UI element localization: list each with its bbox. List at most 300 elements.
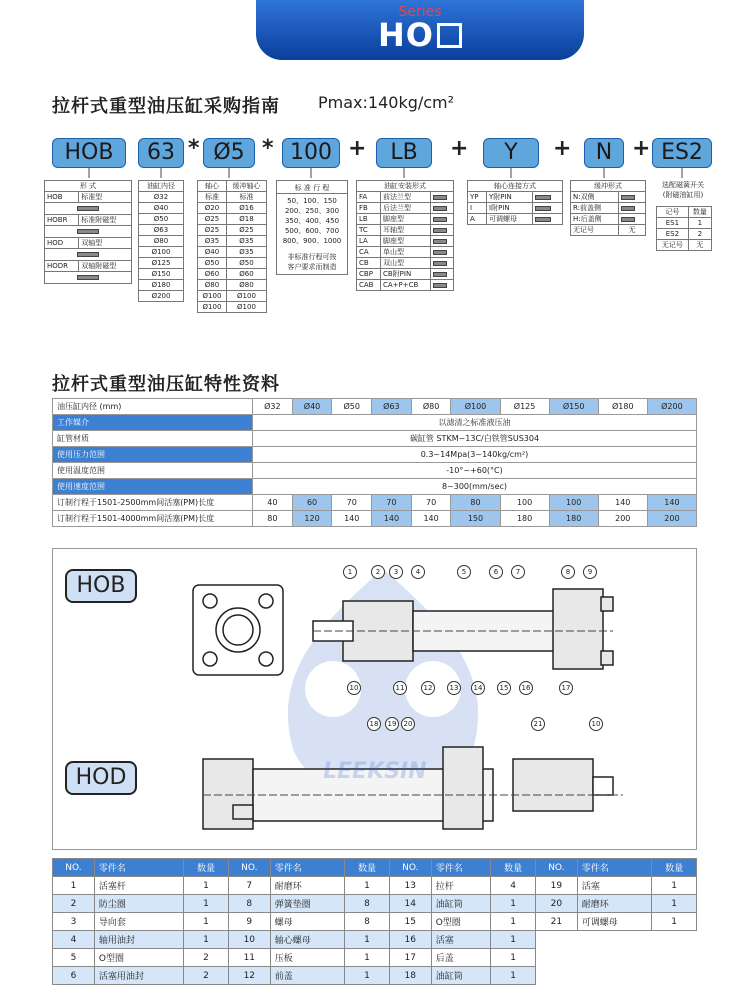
watermark-text: LEEKSIN: [323, 759, 427, 784]
spec-pm2: 180: [500, 511, 549, 527]
parts-header: 零件名: [431, 859, 491, 877]
part-qty: 1: [652, 895, 697, 913]
stroke-line: 200、250、300: [284, 207, 340, 215]
code-box-rodend: Y: [483, 138, 539, 168]
spec-bore: Ø100: [451, 399, 500, 415]
form-code: HOB: [45, 192, 79, 203]
shaft-header: 轴心: [198, 181, 227, 192]
switch-subheader: (附磁油缸用): [662, 191, 704, 199]
code-box-cushion: N: [584, 138, 624, 168]
spec-material-label: 缸管材质: [53, 431, 253, 447]
cushion-desc: 无: [618, 225, 645, 236]
mount-desc: 脚座型: [380, 236, 430, 247]
callout: 21: [531, 717, 545, 731]
parts-header: 数量: [184, 859, 229, 877]
callout: 13: [447, 681, 461, 695]
mount-code: CA: [357, 247, 381, 258]
mount-desc: 后法兰型: [380, 203, 430, 214]
rodend-icon: [535, 195, 551, 200]
stroke-line: 50、100、150: [287, 197, 337, 205]
part-name: O型圈: [94, 949, 183, 967]
parts-header: NO.: [389, 859, 431, 877]
parts-header: 零件名: [270, 859, 344, 877]
part-name: 轴心螺母: [270, 931, 344, 949]
part-no: 8: [228, 895, 270, 913]
shaft-cell: Ø20: [198, 203, 227, 214]
part-name: 活塞: [431, 931, 491, 949]
switch-code: ES1: [657, 218, 689, 229]
cylinder-drawing: [53, 549, 696, 849]
code-box-switch: ES2: [652, 138, 712, 168]
callout: 9: [583, 565, 597, 579]
part-name: 后盖: [431, 949, 491, 967]
spec-temp-label: 使用温度范围: [53, 463, 253, 479]
shaft-cell: Ø60: [198, 269, 227, 280]
spec-pm1: 80: [451, 495, 500, 511]
series-title: [256, 16, 584, 54]
shaft-cell: Ø25: [198, 214, 227, 225]
form-desc: 标准型: [79, 192, 132, 203]
code-op: +: [553, 136, 572, 161]
part-name: 压板: [270, 949, 344, 967]
mount-icon: [433, 283, 447, 288]
mount-icon-cell: [430, 236, 453, 247]
spec-pm1: 140: [598, 495, 647, 511]
callout: 10: [347, 681, 361, 695]
part-name: 活塞: [577, 877, 651, 895]
mount-icon-cell: [430, 258, 453, 269]
rodend-code: YP: [468, 192, 487, 203]
spec-bore: Ø50: [332, 399, 372, 415]
mount-desc: 脚座型: [380, 214, 430, 225]
spec-pm1: 70: [411, 495, 451, 511]
part-name: 螺母: [270, 913, 344, 931]
shaft-cell: Ø60: [226, 269, 266, 280]
mount-code: CAB: [357, 280, 381, 291]
spec-speed-label: 使用速度范围: [53, 479, 253, 495]
stroke-header: 标 准 行 程: [277, 183, 347, 194]
part-qty: 1: [652, 877, 697, 895]
switch-col: 数量: [688, 207, 711, 218]
spec-medium: 以滤清之标准液压油: [253, 415, 697, 431]
callout: 3: [389, 565, 403, 579]
cushion-icon: [621, 217, 635, 222]
stroke-note: 客户要求而制造: [287, 263, 337, 271]
part-qty: 1: [345, 967, 390, 985]
callout: 8: [561, 565, 575, 579]
spec-temp: -10°~+60(°C): [253, 463, 697, 479]
spec-bore-label: 油压缸内径 (mm): [53, 399, 253, 415]
cushion-code: N:双侧: [571, 192, 619, 203]
spec-pm1: 100: [500, 495, 549, 511]
part-no: 20: [535, 895, 577, 913]
mount-icon-cell: [430, 192, 453, 203]
mount-icon-cell: [430, 214, 453, 225]
bore-table: [138, 180, 184, 302]
part-name: 导向套: [94, 913, 183, 931]
cushion-icon: [621, 195, 635, 200]
part-qty: 1: [491, 967, 536, 985]
spec-pressure: 0.3~14Mpa(3~140kg/cm²): [253, 447, 697, 463]
part-name: 可调螺母: [577, 913, 651, 931]
form-header: 形 式: [45, 181, 132, 192]
form-icon-cell: [45, 226, 132, 238]
bore-cell: Ø50: [139, 214, 184, 225]
part-qty: 1: [491, 931, 536, 949]
part-name: 防尘圈: [94, 895, 183, 913]
part-name: 弹簧垫圈: [270, 895, 344, 913]
callout: 6: [489, 565, 503, 579]
mount-icon: [433, 217, 447, 222]
spec-pm2-label: 订制行程于1501-4000mm间活塞(PM)长度: [53, 511, 253, 527]
spec-bore: Ø32: [253, 399, 293, 415]
mount-code: TC: [357, 225, 381, 236]
part-name: 前盖: [270, 967, 344, 985]
mount-icon-cell: [430, 269, 453, 280]
spec-pm2: 200: [598, 511, 647, 527]
part-no: 17: [389, 949, 431, 967]
rodend-icon: [535, 206, 551, 211]
bore-cell: Ø40: [139, 203, 184, 214]
guide-title: 拉杆式重型油压缸采购指南: [52, 96, 280, 117]
spec-bore: Ø40: [292, 399, 332, 415]
spec-bore: Ø200: [647, 399, 696, 415]
rodend-desc: I附PIN: [487, 203, 533, 214]
mount-icon-cell: [430, 247, 453, 258]
callout: 2: [371, 565, 385, 579]
code-box-bore: 63: [138, 138, 184, 168]
switch-col: 记号: [657, 207, 689, 218]
part-qty: 1: [184, 913, 229, 931]
spec-bore: Ø125: [500, 399, 549, 415]
spec-pm2: 120: [292, 511, 332, 527]
spec-pressure-label: 使用压力范围: [53, 447, 253, 463]
callout: 11: [393, 681, 407, 695]
part-name: O型圈: [431, 913, 491, 931]
part-name: 耐磨环: [577, 895, 651, 913]
bore-cell: Ø180: [139, 280, 184, 291]
spec-pm2: 180: [549, 511, 598, 527]
part-no: 10: [228, 931, 270, 949]
part-no: 4: [53, 931, 95, 949]
part-qty: 8: [345, 895, 390, 913]
part-qty: 1: [184, 895, 229, 913]
part-name: 活塞用油封: [94, 967, 183, 985]
shaft-sub: 标准: [226, 192, 266, 203]
part-no: 11: [228, 949, 270, 967]
callout: 4: [411, 565, 425, 579]
rodend-icon: [535, 217, 551, 222]
code-op: *: [188, 136, 200, 161]
spec-bore: Ø63: [372, 399, 412, 415]
part-qty: 2: [184, 949, 229, 967]
bore-cell: Ø80: [139, 236, 184, 247]
mount-icon: [433, 261, 447, 266]
code-op: *: [262, 136, 274, 161]
spec-pm1: 100: [549, 495, 598, 511]
mount-icon: [433, 206, 447, 211]
shaft-cell: Ø35: [198, 236, 227, 247]
shaft-cell: Ø35: [226, 247, 266, 258]
spec-bore: Ø150: [549, 399, 598, 415]
form-table: [44, 180, 132, 284]
mount-code: FB: [357, 203, 381, 214]
bore-cell: Ø100: [139, 247, 184, 258]
cushion-icon: [621, 206, 635, 211]
switch-code: 无记号: [657, 240, 689, 251]
callout: 16: [519, 681, 533, 695]
callout: 12: [421, 681, 435, 695]
shaft-cell: Ø25: [226, 225, 266, 236]
series-header-tab: [256, 0, 584, 60]
switch-qty: 1: [688, 218, 711, 229]
mount-desc: 单山型: [380, 247, 430, 258]
form-desc: 双轴型: [79, 238, 132, 249]
spec-bore: Ø180: [598, 399, 647, 415]
spec-medium-label: 工作媒介: [53, 415, 253, 431]
mount-icon: [433, 239, 447, 244]
bore-header: 油缸内径: [139, 181, 184, 192]
part-qty: 1: [184, 877, 229, 895]
part-no: 19: [535, 877, 577, 895]
part-qty: 4: [491, 877, 536, 895]
part-no: 12: [228, 967, 270, 985]
part-qty: 1: [345, 877, 390, 895]
spec-pm1: 70: [372, 495, 412, 511]
part-no: 7: [228, 877, 270, 895]
mount-icon-cell: [430, 225, 453, 236]
part-no: 9: [228, 913, 270, 931]
mount-code: CB: [357, 258, 381, 269]
mount-header: 油缸安装形式: [357, 181, 454, 192]
part-qty: 1: [491, 913, 536, 931]
form-desc: 双轴附磁型: [79, 261, 132, 272]
part-qty: 1: [491, 949, 536, 967]
part-qty: 1: [491, 895, 536, 913]
part-qty: 1: [184, 931, 229, 949]
spec-pm2: 200: [647, 511, 696, 527]
hod-tag: HOD: [65, 761, 137, 795]
stroke-note: 非标准行程可按: [287, 253, 337, 261]
part-no: 1: [53, 877, 95, 895]
cushion-code: 无记号: [571, 225, 619, 236]
series-box-glyph: [437, 23, 462, 48]
shaft-cell: Ø100: [226, 302, 266, 313]
spec-material: 碳缸管 STKM~13C/白铁管SUS304: [253, 431, 697, 447]
shaft-cell: Ø25: [198, 225, 227, 236]
cushion-icon-cell: [618, 203, 645, 214]
shaft-cell: Ø35: [226, 236, 266, 247]
form-icon-cell: [45, 272, 132, 284]
rodend-desc: 可调螺母: [487, 214, 533, 225]
mount-code: FA: [357, 192, 381, 203]
cushion-code: R:前盖侧: [571, 203, 619, 214]
drawing-frame: [52, 548, 697, 850]
cushion-table: [570, 180, 646, 236]
form-icon-cell: [45, 249, 132, 261]
spec-pm1: 140: [647, 495, 696, 511]
series-label: Series: [398, 4, 442, 20]
mount-icon: [433, 228, 447, 233]
switch-table: [656, 206, 712, 251]
series-title-text: HO: [378, 16, 434, 54]
parts-header: 数量: [652, 859, 697, 877]
part-qty: 8: [345, 913, 390, 931]
shaft-cell: Ø18: [226, 214, 266, 225]
spec-table: [52, 398, 697, 527]
cylinder-icon: [77, 229, 99, 234]
part-no: 2: [53, 895, 95, 913]
callout: 10: [589, 717, 603, 731]
rodend-code: I: [468, 203, 487, 214]
parts-blank: [535, 949, 696, 967]
cushion-shaft-header: 缓冲轴心: [226, 181, 266, 192]
spec-pm2: 140: [332, 511, 372, 527]
switch-qty: 2: [688, 229, 711, 240]
shaft-cell: Ø100: [198, 291, 227, 302]
part-name: 拉杆: [431, 877, 491, 895]
part-no: 16: [389, 931, 431, 949]
rodend-desc: Y附PIN: [487, 192, 533, 203]
part-qty: 2: [184, 967, 229, 985]
hob-tag: HOB: [65, 569, 137, 603]
code-box-stroke: 100: [282, 138, 340, 168]
parts-blank: [535, 967, 696, 985]
shaft-cell: Ø100: [226, 291, 266, 302]
callout: 20: [401, 717, 415, 731]
mount-icon: [433, 272, 447, 277]
shaft-cell: Ø50: [198, 258, 227, 269]
spec-pm2: 150: [451, 511, 500, 527]
part-name: 活塞杆: [94, 877, 183, 895]
shaft-cell: Ø80: [226, 280, 266, 291]
parts-header: NO.: [228, 859, 270, 877]
bore-cell: Ø125: [139, 258, 184, 269]
switch-qty: 无: [688, 240, 711, 251]
callout: 15: [497, 681, 511, 695]
callout: 14: [471, 681, 485, 695]
rodend-header: 轴心连接方式: [468, 181, 563, 192]
part-no: 13: [389, 877, 431, 895]
parts-header: 数量: [491, 859, 536, 877]
part-no: 15: [389, 913, 431, 931]
mount-code: LA: [357, 236, 381, 247]
callout: 17: [559, 681, 573, 695]
parts-header: 零件名: [94, 859, 183, 877]
bore-cell: Ø32: [139, 192, 184, 203]
callout: 5: [457, 565, 471, 579]
part-name: 油缸筒: [431, 895, 491, 913]
mount-code: CBP: [357, 269, 381, 280]
spec-bore: Ø80: [411, 399, 451, 415]
cushion-code: H:后盖侧: [571, 214, 619, 225]
part-no: 18: [389, 967, 431, 985]
spec-pm1: 70: [332, 495, 372, 511]
code-connectors: [0, 168, 750, 180]
stroke-line: 800、900、1000: [282, 237, 342, 245]
bore-cell: Ø63: [139, 225, 184, 236]
part-qty: 1: [345, 949, 390, 967]
form-code: HOD: [45, 238, 79, 249]
form-icon-cell: [45, 203, 132, 215]
mount-icon-cell: [430, 280, 453, 291]
code-op: +: [632, 136, 651, 161]
shaft-sub: 标准: [198, 192, 227, 203]
cushion-icon-cell: [618, 214, 645, 225]
spec-speed: 8~300(mm/sec): [253, 479, 697, 495]
form-code: HOBR: [45, 215, 79, 226]
mount-desc: CA+P+CB: [380, 280, 430, 291]
parts-header: 零件名: [577, 859, 651, 877]
rodend-icon-cell: [533, 203, 563, 214]
shaft-table: [197, 180, 267, 313]
parts-blank: [535, 931, 696, 949]
spec-pm1: 40: [253, 495, 293, 511]
mount-desc: 耳轴型: [380, 225, 430, 236]
part-no: 5: [53, 949, 95, 967]
mount-code: LB: [357, 214, 381, 225]
stroke-line: 500、600、700: [284, 227, 340, 235]
parts-header: NO.: [535, 859, 577, 877]
part-no: 6: [53, 967, 95, 985]
parts-header: NO.: [53, 859, 95, 877]
part-qty: 1: [652, 913, 697, 931]
code-op: +: [450, 136, 469, 161]
mount-icon: [433, 195, 447, 200]
callout: 1: [343, 565, 357, 579]
parts-table: [52, 858, 697, 985]
double-rod-cylinder-icon: [77, 252, 99, 257]
callout: 18: [367, 717, 381, 731]
code-box-shaft: Ø5: [203, 138, 255, 168]
shaft-cell: Ø80: [198, 280, 227, 291]
stroke-line: 350、400、450: [284, 217, 340, 225]
switch-heading: [652, 180, 714, 200]
mount-icon: [433, 250, 447, 255]
part-no: 21: [535, 913, 577, 931]
switch-header: 选配磁簧开关: [662, 181, 704, 189]
cushion-header: 缓冲形式: [571, 181, 646, 192]
rodend-table: [467, 180, 563, 225]
part-no: 3: [53, 913, 95, 931]
spec-pm2: 80: [253, 511, 293, 527]
rodend-icon-cell: [533, 192, 563, 203]
bore-cell: Ø200: [139, 291, 184, 302]
rodend-code: A: [468, 214, 487, 225]
part-name: 耐磨环: [270, 877, 344, 895]
code-box-form: HOB: [52, 138, 126, 168]
mount-icon-cell: [430, 203, 453, 214]
mount-desc: CB附PIN: [380, 269, 430, 280]
form-desc: 标准附磁型: [79, 215, 132, 226]
spec-pm2: 140: [411, 511, 451, 527]
cushion-icon-cell: [618, 192, 645, 203]
part-qty: 1: [345, 931, 390, 949]
stroke-panel: [276, 180, 348, 275]
cylinder-icon: [77, 206, 99, 211]
bore-cell: Ø150: [139, 269, 184, 280]
switch-code: ES2: [657, 229, 689, 240]
rodend-icon-cell: [533, 214, 563, 225]
shaft-cell: Ø50: [226, 258, 266, 269]
spec-pm2: 140: [372, 511, 412, 527]
double-rod-cylinder-icon: [77, 275, 99, 280]
form-code: HODR: [45, 261, 79, 272]
pmax-label: Pmax:140kg/cm²: [318, 93, 455, 112]
code-op: +: [348, 136, 367, 161]
part-no: 14: [389, 895, 431, 913]
mount-desc: 前法兰型: [380, 192, 430, 203]
